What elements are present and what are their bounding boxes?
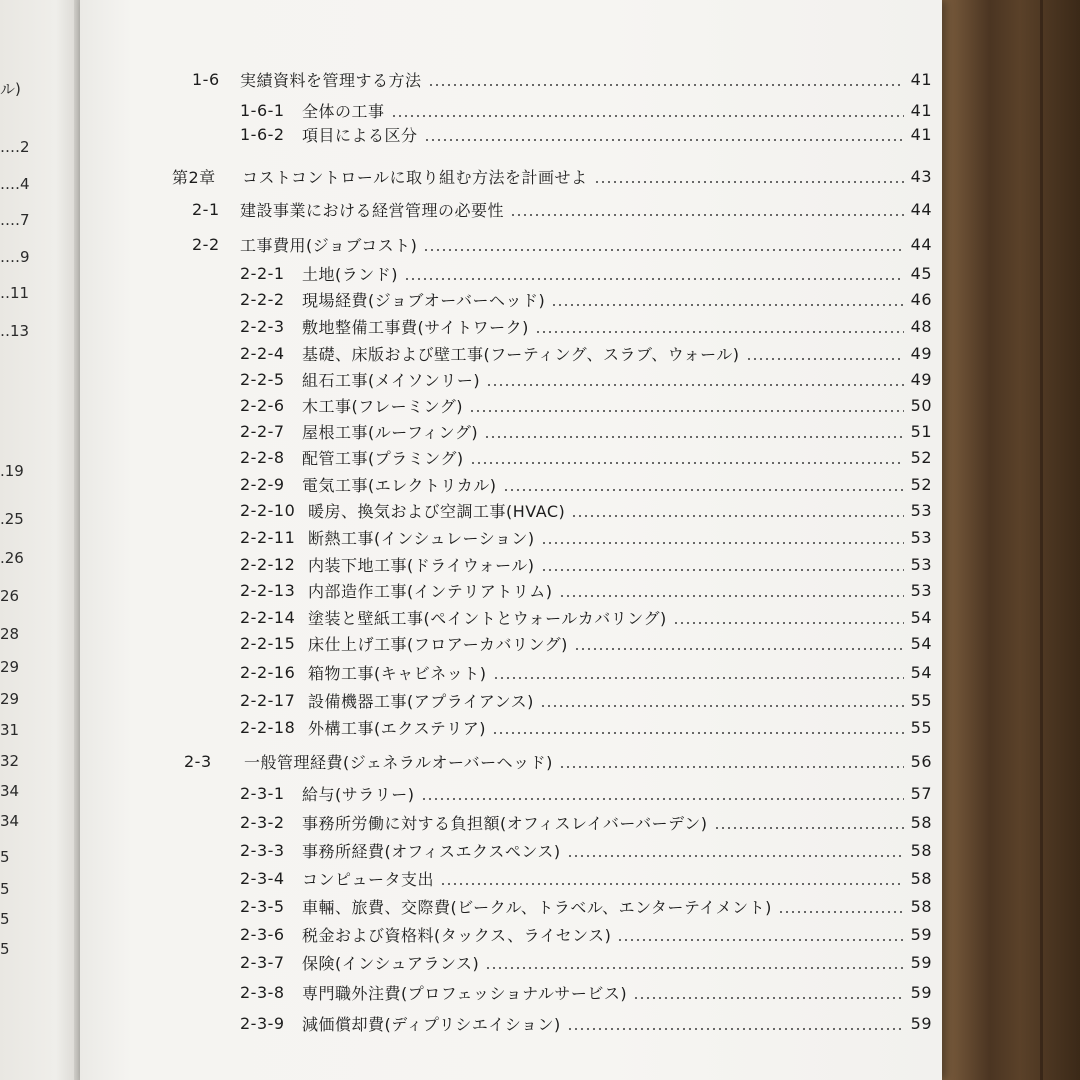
- toc-entry-number: 2-2-17: [240, 690, 296, 710]
- toc-dot-leader: [714, 827, 905, 829]
- toc-entry[interactable]: [240, 714, 932, 740]
- toc-entry[interactable]: [240, 577, 932, 603]
- toc-dot-leader: [551, 304, 904, 306]
- toc-dot-leader: [469, 410, 904, 412]
- toc-dot-leader: [535, 331, 904, 333]
- left-page-text-fragment: ‥11: [0, 284, 30, 302]
- toc-entry-page-number: 53: [910, 580, 932, 600]
- toc-entry-title: 税金および資格料(タックス、ライセンス): [302, 925, 612, 945]
- toc-entry-number: 2-2-14: [240, 607, 296, 627]
- toc-dot-leader: [594, 181, 904, 183]
- toc-entry-number: 2-2-16: [240, 662, 296, 682]
- toc-dot-leader: [746, 358, 904, 360]
- left-page-text-fragment: ‥13: [0, 322, 30, 340]
- toc-entry[interactable]: [240, 392, 932, 418]
- toc-entry-number: 2-2-15: [240, 633, 296, 653]
- toc-entry-page-number: 45: [910, 263, 932, 283]
- toc-entry[interactable]: [184, 748, 932, 774]
- toc-entry-number: 2-2: [192, 234, 220, 254]
- toc-entry[interactable]: [240, 551, 932, 577]
- toc-dot-leader: [485, 967, 904, 969]
- toc-entry[interactable]: [240, 865, 932, 891]
- left-page-text-fragment: ‥‥7: [0, 211, 30, 229]
- toc-dot-leader: [470, 462, 904, 464]
- toc-entry[interactable]: [240, 893, 932, 919]
- toc-entry-page-number: 57: [910, 783, 932, 803]
- left-page-text-fragment: 5: [0, 940, 10, 958]
- toc-entry-page-number: 46: [910, 289, 932, 309]
- toc-dot-leader: [424, 139, 904, 141]
- toc-entry-number: 2-1: [192, 199, 220, 219]
- toc-dot-leader: [541, 542, 904, 544]
- toc-entry-title: 項目による区分: [302, 125, 418, 145]
- toc-entry-title: 内部造作工事(インテリアトリム): [308, 581, 553, 601]
- toc-entry-page-number: 43: [910, 166, 932, 186]
- toc-entry-page-number: 48: [910, 316, 932, 336]
- toc-entry-title: コストコントロールに取り組む方法を計画せよ: [242, 167, 588, 187]
- toc-entry-number: 1-6: [192, 69, 220, 89]
- toc-entry-number: 2-2-1: [240, 263, 285, 283]
- toc-dot-leader: [493, 677, 905, 679]
- left-page-text-fragment: ‥‥2: [0, 138, 30, 156]
- toc-dot-leader: [567, 855, 904, 857]
- toc-entry-title: 箱物工事(キャビネット): [308, 663, 487, 683]
- toc-dot-leader: [567, 1028, 904, 1030]
- toc-dot-leader: [484, 436, 904, 438]
- toc-entry-number: 2-3-5: [240, 896, 285, 916]
- left-page-text-fragment: .19: [0, 462, 24, 480]
- toc-entry-title: 全体の工事: [302, 101, 385, 121]
- toc-entry[interactable]: [240, 524, 932, 550]
- toc-dot-leader: [404, 278, 904, 280]
- toc-entry-page-number: 44: [910, 199, 932, 219]
- toc-entry[interactable]: [240, 979, 932, 1005]
- toc-entry[interactable]: [240, 687, 932, 713]
- toc-entry-title: 断熱工事(インシュレーション): [308, 528, 535, 548]
- toc-entry-number: 2-2-13: [240, 580, 296, 600]
- toc-entry-number: 2-2-12: [240, 554, 296, 574]
- left-page-text-fragment: 5: [0, 910, 10, 928]
- toc-entry-title: 塗装と壁紙工事(ペイントとウォールカバリング): [308, 608, 667, 628]
- toc-entry[interactable]: [240, 630, 932, 656]
- toc-entry-page-number: 52: [910, 474, 932, 494]
- toc-entry-page-number: 41: [910, 100, 932, 120]
- toc-dot-leader: [778, 911, 904, 913]
- toc-entry-title: 車輛、旅費、交際費(ビークル、トラベル、エンターテイメント): [302, 897, 772, 917]
- toc-entry-number: 2-3-7: [240, 952, 285, 972]
- toc-entry[interactable]: [240, 1010, 932, 1036]
- toc-entry-number: 2-3-1: [240, 783, 285, 803]
- toc-entry-title: 事務所労働に対する負担額(オフィスレイバーバーデン): [302, 813, 708, 833]
- toc-entry-page-number: 49: [910, 343, 932, 363]
- toc-entry[interactable]: [240, 340, 932, 366]
- toc-entry-title: 配管工事(プラミング): [302, 448, 464, 468]
- toc-entry-page-number: 41: [910, 69, 932, 89]
- toc-dot-leader: [486, 384, 904, 386]
- toc-entry-page-number: 50: [910, 395, 932, 415]
- left-page-text-fragment: 5: [0, 848, 10, 866]
- toc-entry-title: 保険(インシュアランス): [302, 953, 480, 973]
- toc-entry[interactable]: [240, 949, 932, 975]
- left-page-text-fragment: 29: [0, 690, 20, 708]
- toc-dot-leader: [421, 798, 905, 800]
- toc-entry-number: 2-2-4: [240, 343, 285, 363]
- left-page-text-fragment: 29: [0, 658, 20, 676]
- toc-entry-page-number: 54: [910, 607, 932, 627]
- toc-entry-title: 屋根工事(ルーフィング): [302, 422, 479, 442]
- toc-entry-page-number: 59: [910, 952, 932, 972]
- toc-entry-page-number: 53: [910, 554, 932, 574]
- toc-entry-page-number: 58: [910, 868, 932, 888]
- toc-entry[interactable]: [240, 471, 932, 497]
- toc-entry[interactable]: [240, 286, 932, 312]
- toc-entry[interactable]: [240, 418, 932, 444]
- left-page-text-fragment: 32: [0, 752, 20, 770]
- left-page-text-fragment: 34: [0, 782, 20, 800]
- toc-dot-leader: [540, 705, 904, 707]
- toc-entry[interactable]: [240, 604, 932, 630]
- table-of-contents-page: [80, 0, 942, 1080]
- toc-entry[interactable]: [240, 121, 932, 147]
- toc-entry-page-number: 58: [910, 812, 932, 832]
- toc-entry-title: 外構工事(エクステリア): [308, 718, 487, 738]
- toc-entry-title: 専門職外注費(プロフェッショナルサービス): [302, 983, 628, 1003]
- toc-dot-leader: [492, 732, 904, 734]
- toc-entry-title: 減価償却費(ディプリシエイション): [302, 1014, 561, 1034]
- toc-entry-number: 2-2-10: [240, 500, 296, 520]
- toc-entry[interactable]: [240, 780, 932, 806]
- toc-entry-title: 工事費用(ジョブコスト): [240, 235, 418, 255]
- toc-entry[interactable]: [240, 809, 932, 835]
- toc-dot-leader: [541, 569, 904, 571]
- toc-entry-page-number: 52: [910, 447, 932, 467]
- toc-dot-leader: [423, 249, 904, 251]
- toc-dot-leader: [571, 515, 904, 517]
- toc-dot-leader: [503, 489, 904, 491]
- toc-entry-title: 一般管理経費(ジェネラルオーバーヘッド): [244, 752, 553, 772]
- toc-entry-title: 敷地整備工事費(サイトワーク): [302, 317, 529, 337]
- toc-dot-leader: [559, 766, 904, 768]
- toc-entry[interactable]: [192, 66, 932, 92]
- toc-dot-leader: [510, 214, 904, 216]
- toc-entry-number: 2-2-5: [240, 369, 285, 389]
- toc-entry-number: 2-2-8: [240, 447, 285, 467]
- toc-entry-number: 2-2-7: [240, 421, 285, 441]
- left-page-text-fragment: 5: [0, 880, 10, 898]
- left-page-text-fragment: .25: [0, 510, 24, 528]
- toc-entry-number: 2-2-6: [240, 395, 285, 415]
- toc-entry-number: 2-3-9: [240, 1013, 285, 1033]
- toc-entry-number: 2-3-4: [240, 868, 285, 888]
- toc-entry[interactable]: [240, 659, 932, 685]
- toc-entry-page-number: 59: [910, 982, 932, 1002]
- toc-entry-page-number: 41: [910, 124, 932, 144]
- toc-entry-number: 2-2-3: [240, 316, 285, 336]
- toc-dot-leader: [617, 939, 904, 941]
- toc-entry-number: 2-3-2: [240, 812, 285, 832]
- toc-entry[interactable]: [240, 444, 932, 470]
- toc-dot-leader: [673, 622, 904, 624]
- toc-entry-page-number: 59: [910, 1013, 932, 1033]
- toc-dot-leader: [440, 883, 904, 885]
- left-page-text-fragment: 26: [0, 587, 20, 605]
- toc-entry-title: 組石工事(メイソンリー): [302, 370, 481, 390]
- toc-entry-page-number: 58: [910, 840, 932, 860]
- toc-entry[interactable]: [240, 921, 932, 947]
- toc-entry-page-number: 53: [910, 527, 932, 547]
- toc-entry[interactable]: [172, 163, 932, 189]
- toc-entry-title: 内装下地工事(ドライウォール): [308, 555, 535, 575]
- toc-entry[interactable]: [192, 196, 932, 222]
- toc-entry-title: 設備機器工事(アプライアンス): [308, 691, 534, 711]
- toc-entry-page-number: 54: [910, 633, 932, 653]
- toc-entry-number: 2-3-8: [240, 982, 285, 1002]
- toc-entry-number: 2-3: [184, 751, 212, 771]
- toc-entry-number: 2-2-9: [240, 474, 285, 494]
- toc-entry-page-number: 44: [910, 234, 932, 254]
- left-page-text-fragment: ル): [0, 80, 21, 98]
- toc-entry-number: 第2章: [172, 167, 216, 187]
- toc-entry-title: 電気工事(エレクトリカル): [302, 475, 497, 495]
- toc-entry-title: コンピュータ支出: [302, 869, 435, 889]
- toc-entry-title: 基礎、床版および壁工事(フーティング、スラブ、ウォール): [302, 344, 740, 364]
- toc-entry[interactable]: [240, 366, 932, 392]
- toc-dot-leader: [391, 115, 904, 117]
- left-page-text-fragment: 34: [0, 812, 20, 830]
- toc-entry[interactable]: [240, 837, 932, 863]
- toc-entry-page-number: 55: [910, 717, 932, 737]
- left-book-page: [0, 0, 80, 1080]
- toc-entry-page-number: 53: [910, 500, 932, 520]
- toc-entry-number: 2-2-2: [240, 289, 285, 309]
- toc-entry-title: 建設事業における経営管理の必要性: [240, 200, 505, 220]
- toc-entry-number: 2-3-3: [240, 840, 285, 860]
- toc-entry-title: 土地(ランド): [302, 264, 398, 284]
- toc-entry[interactable]: [240, 260, 932, 286]
- toc-dot-leader: [559, 595, 905, 597]
- wooden-table-surface: [930, 0, 1080, 1080]
- toc-entry-title: 暖房、換気および空調工事(HVAC): [308, 501, 566, 521]
- left-page-text-fragment: .26: [0, 549, 24, 567]
- toc-dot-leader: [574, 648, 904, 650]
- toc-dot-leader: [633, 997, 904, 999]
- toc-entry-title: 給与(サラリー): [302, 784, 415, 804]
- toc-entry-number: 1-6-2: [240, 124, 285, 144]
- toc-entry-page-number: 58: [910, 896, 932, 916]
- toc-entry[interactable]: [240, 97, 932, 123]
- toc-entry-title: 現場経費(ジョブオーバーヘッド): [302, 290, 546, 310]
- toc-entry[interactable]: [240, 497, 932, 523]
- wood-plank-seam: [1040, 0, 1043, 1080]
- toc-dot-leader: [428, 84, 904, 86]
- toc-entry-number: 2-3-6: [240, 924, 285, 944]
- toc-entry-page-number: 49: [910, 369, 932, 389]
- toc-entry-title: 事務所経費(オフィスエクスペンス): [302, 841, 561, 861]
- toc-entry[interactable]: [240, 313, 932, 339]
- left-page-text-fragment: 31: [0, 721, 20, 739]
- toc-entry-number: 2-2-11: [240, 527, 296, 547]
- toc-entry-title: 木工事(フレーミング): [302, 396, 464, 416]
- left-page-text-fragment: 28: [0, 625, 20, 643]
- toc-entry-number: 1-6-1: [240, 100, 285, 120]
- toc-entry-page-number: 51: [910, 421, 932, 441]
- toc-entry-page-number: 55: [910, 690, 932, 710]
- toc-entry-title: 床仕上げ工事(フロアーカバリング): [308, 634, 568, 654]
- toc-entry-page-number: 54: [910, 662, 932, 682]
- toc-entry-page-number: 59: [910, 924, 932, 944]
- toc-entry-page-number: 56: [910, 751, 932, 771]
- toc-entry[interactable]: [192, 231, 932, 257]
- toc-entry-title: 実績資料を管理する方法: [240, 70, 422, 90]
- toc-entry-number: 2-2-18: [240, 717, 296, 737]
- left-page-text-fragment: ‥‥4: [0, 175, 30, 193]
- left-page-text-fragment: ‥‥9: [0, 248, 30, 266]
